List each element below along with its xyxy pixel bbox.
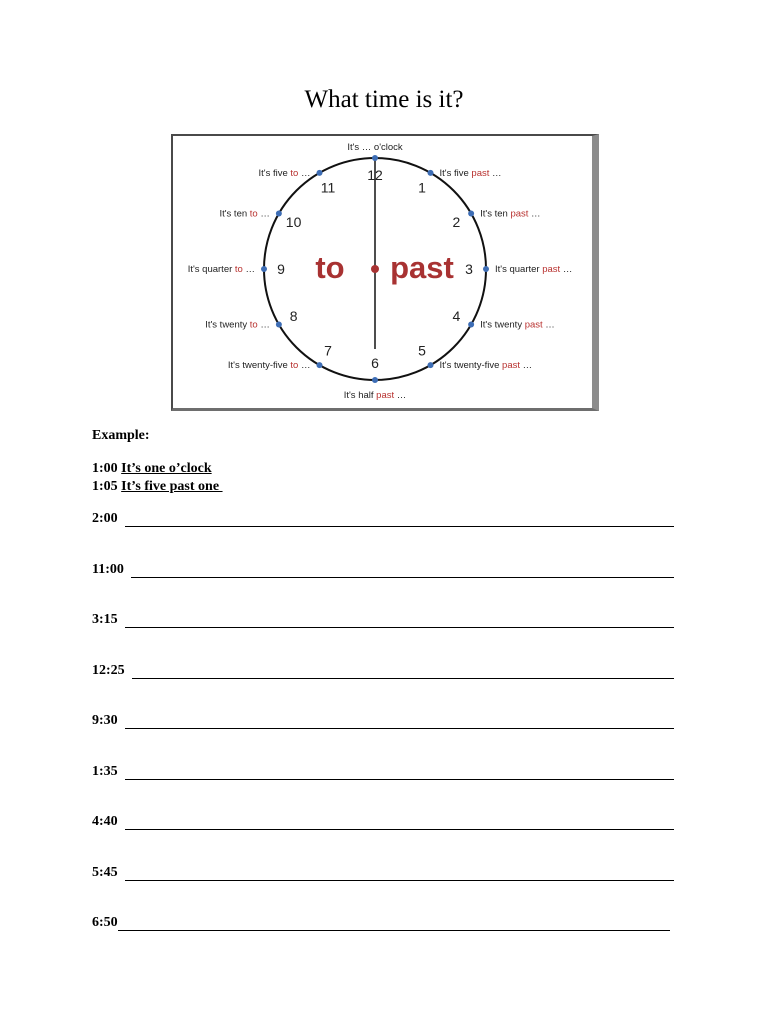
half-past-label: It's half past …	[343, 390, 407, 401]
clock-number: 9	[277, 261, 285, 277]
question-time: 4:40	[92, 814, 122, 829]
past-label: It's twenty-five past …	[439, 360, 533, 372]
clock-number: 12	[367, 167, 383, 183]
clock-tick-dot	[317, 362, 323, 368]
clock-number: 5	[418, 342, 426, 359]
clock-tick-dot	[372, 377, 378, 383]
question-time: 2:00	[92, 511, 122, 526]
answer-blank[interactable]	[118, 917, 670, 931]
clock-tick-dot	[468, 322, 474, 328]
page-title: What time is it?	[304, 86, 464, 113]
clock-number: 3	[465, 261, 473, 277]
to-label: It's twenty-five to …	[227, 360, 311, 372]
clock-diagram	[173, 136, 592, 408]
center-dot	[371, 265, 379, 273]
clock-tick-dot	[428, 170, 434, 176]
clock-number: 10	[285, 214, 302, 230]
example-line	[92, 479, 223, 495]
question-row	[92, 612, 674, 628]
question-row	[92, 764, 674, 780]
question-row	[92, 511, 674, 527]
clock-tick-dot	[468, 211, 474, 217]
question-time: 11:00	[92, 562, 128, 577]
question-row	[92, 713, 674, 729]
clock-tick-dot	[317, 170, 323, 176]
answer-blank[interactable]	[131, 564, 674, 578]
question-time: 3:15	[92, 612, 122, 627]
past-label: It's quarter past …	[495, 264, 573, 275]
clock-number: 4	[452, 308, 461, 324]
question-row	[92, 814, 674, 830]
clock-tick-dot	[276, 211, 282, 217]
question-row	[92, 865, 674, 881]
example-answer: It’s five past one	[121, 479, 223, 494]
clock-tick-dot	[428, 362, 434, 368]
clock-number: 1	[418, 179, 426, 196]
answer-blank[interactable]	[125, 513, 674, 527]
clock-tick-dot	[261, 266, 267, 272]
answer-blank[interactable]	[132, 665, 674, 679]
clock-figure	[171, 134, 599, 411]
question-row	[92, 562, 674, 578]
example-answer: It’s one o’clock	[121, 461, 212, 476]
question-time: 9:30	[92, 713, 122, 728]
past-word: past	[390, 250, 454, 285]
answer-blank[interactable]	[125, 867, 674, 881]
question-row	[92, 915, 670, 931]
answer-blank[interactable]	[125, 766, 674, 780]
to-label: It's twenty to …	[205, 319, 270, 331]
to-label: It's five to …	[258, 167, 311, 179]
to-label: It's ten to …	[219, 208, 270, 220]
clock-number: 7	[324, 342, 332, 359]
example-time: 1:05	[92, 479, 122, 494]
question-time: 12:25	[92, 663, 129, 678]
clock-number: 6	[371, 355, 379, 371]
question-time: 5:45	[92, 865, 122, 880]
question-time: 6:50	[92, 915, 118, 930]
clock-number: 2	[452, 214, 461, 230]
past-label: It's ten past …	[480, 208, 541, 220]
clock-number: 8	[289, 308, 298, 324]
past-label: It's five past …	[439, 167, 502, 179]
question-time: 1:35	[92, 764, 122, 779]
clock-tick-dot	[372, 155, 378, 161]
clock-tick-dot	[276, 322, 282, 328]
clock-number: 11	[320, 179, 336, 196]
example-line	[92, 461, 212, 477]
example-heading: Example:	[92, 428, 150, 443]
past-label: It's twenty past …	[480, 319, 555, 331]
answer-blank[interactable]	[125, 614, 674, 628]
example-time: 1:00	[92, 461, 122, 476]
to-label: It's quarter to …	[187, 264, 255, 275]
clock-tick-dot	[483, 266, 489, 272]
oclock-label: It's … o'clock	[347, 142, 403, 153]
answer-blank[interactable]	[125, 715, 674, 729]
to-word: to	[315, 250, 345, 285]
answer-blank[interactable]	[125, 816, 674, 830]
question-row	[92, 663, 674, 679]
